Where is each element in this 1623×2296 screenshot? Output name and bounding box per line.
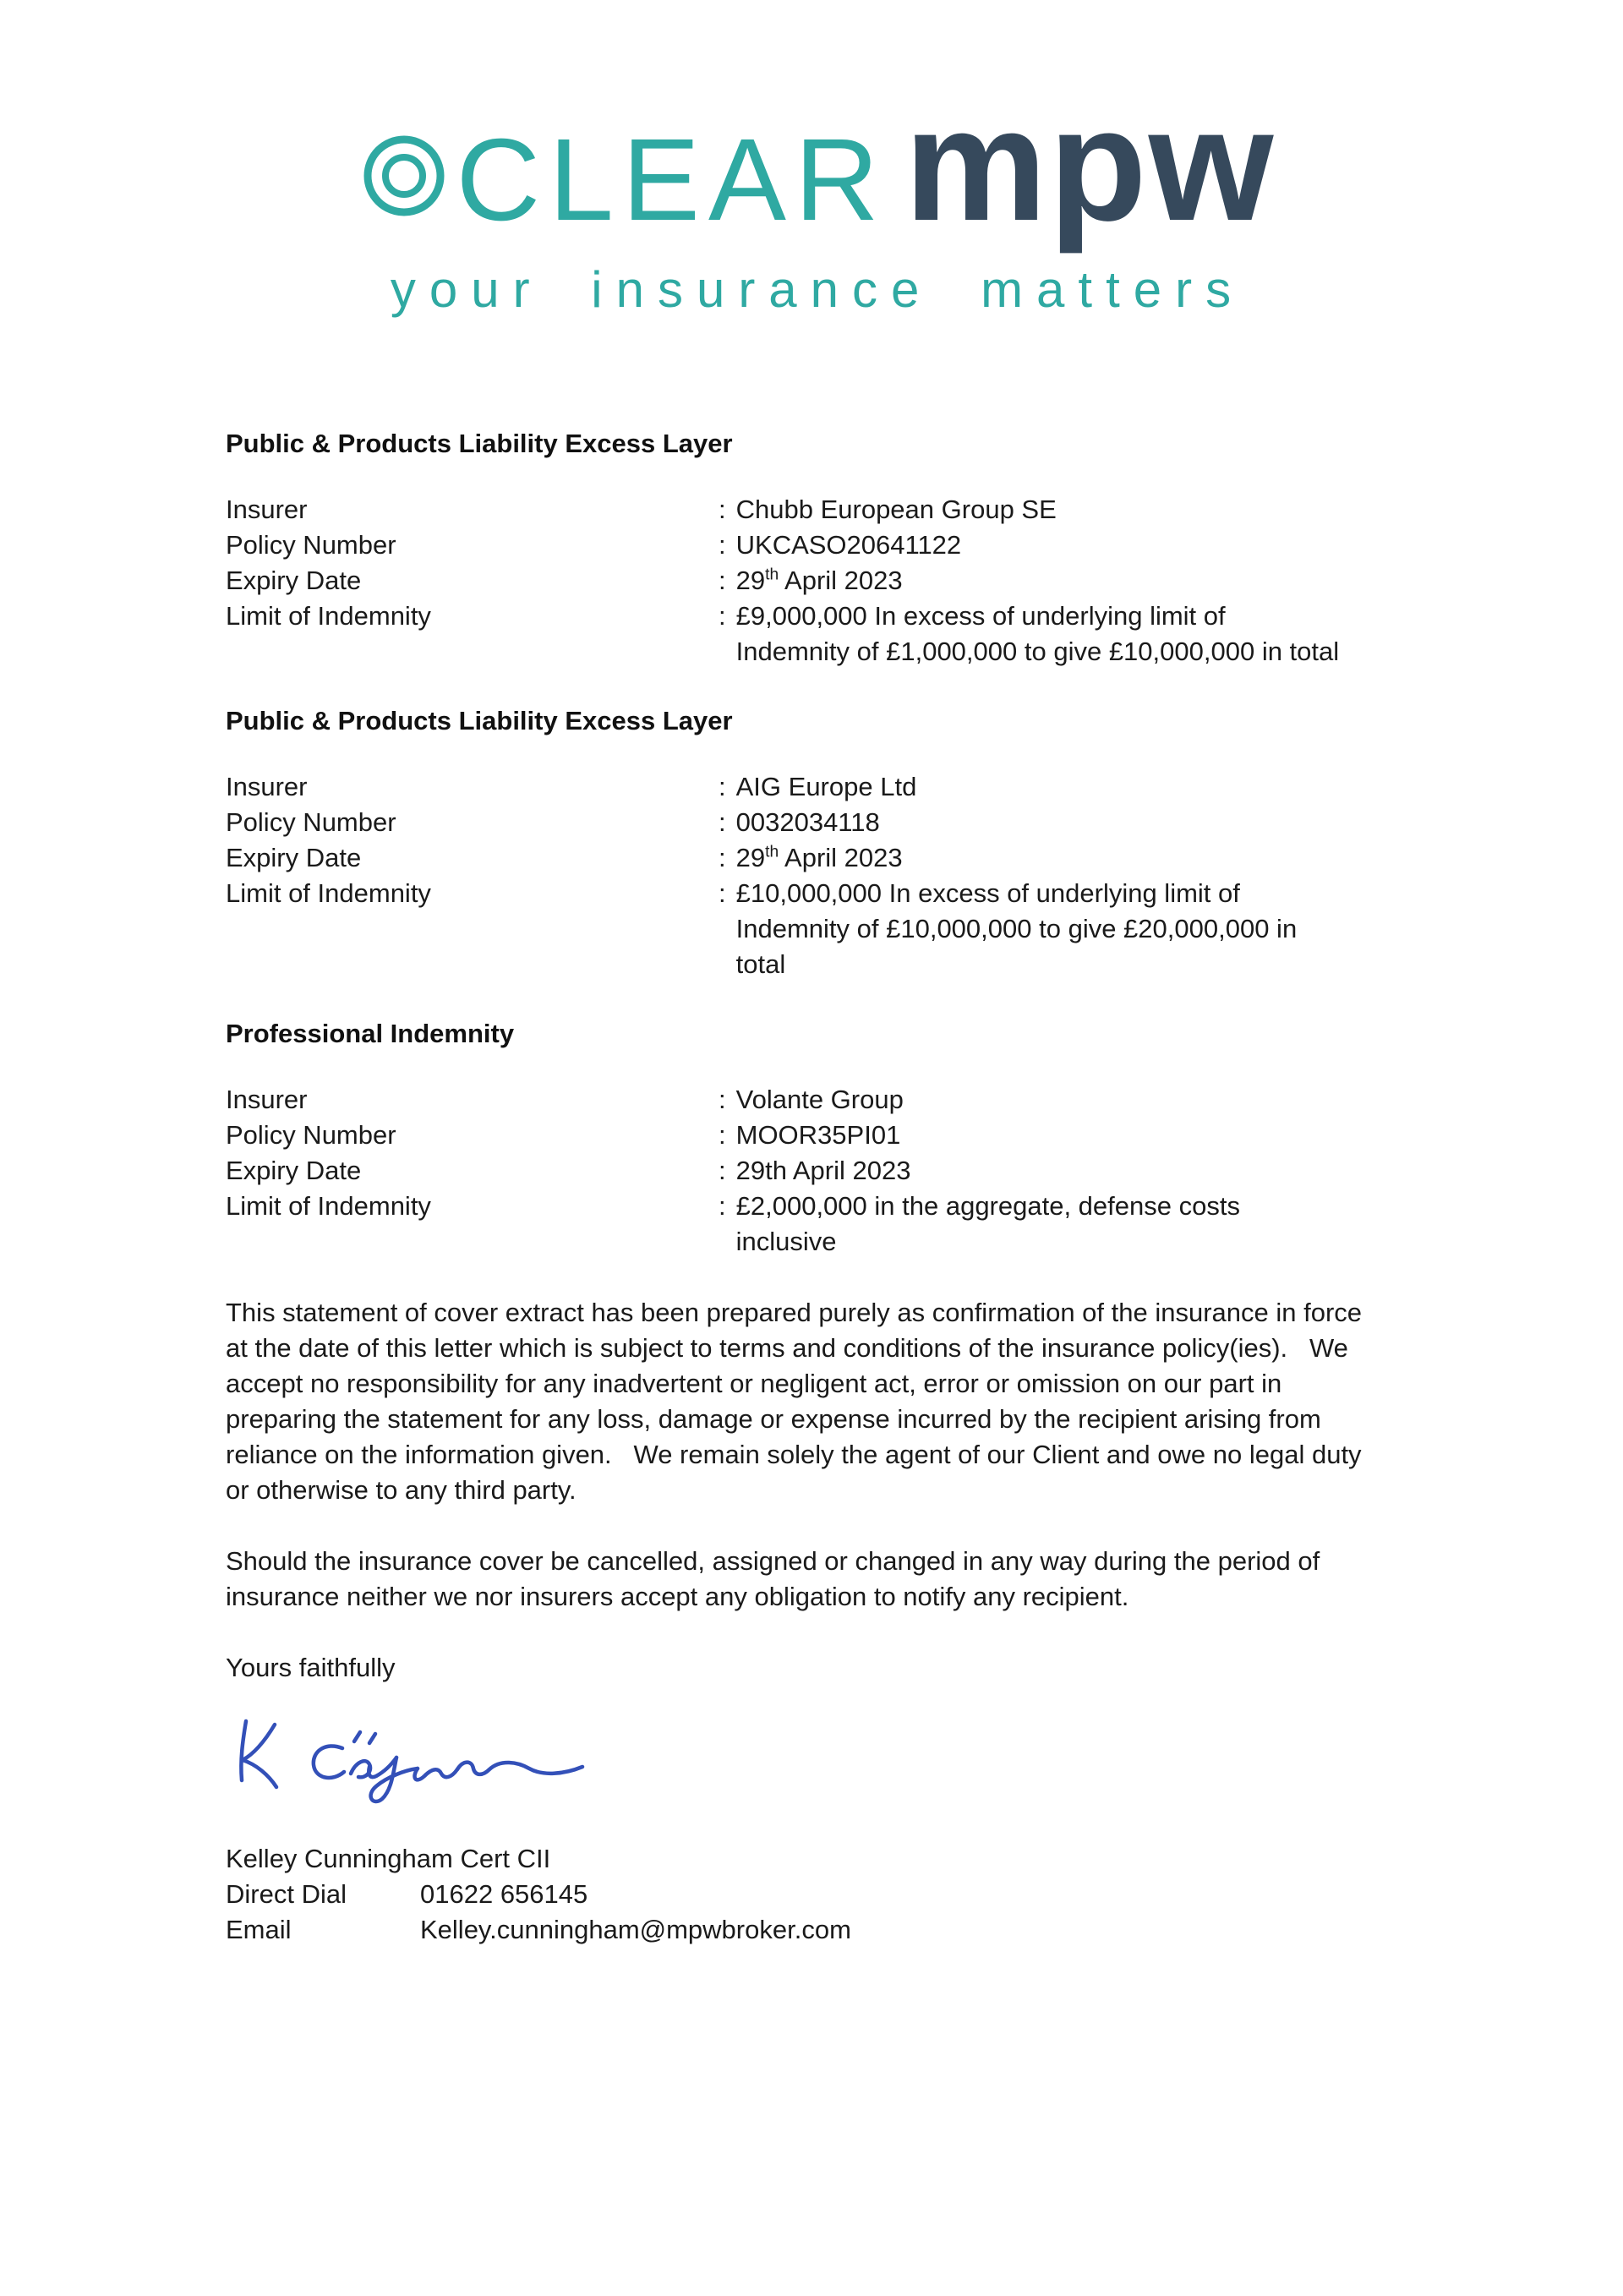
field-value bbox=[719, 769, 916, 805]
field-row-insurer bbox=[226, 1082, 1409, 1118]
logo-row bbox=[226, 75, 1409, 254]
separator-colon: : bbox=[719, 495, 726, 524]
field-value bbox=[719, 1118, 900, 1153]
field-value-text: £9,000,000 In excess of underlying limit of Indemnity of £1,000,000 to give £10,000,000 in total bbox=[735, 601, 1340, 666]
field-value bbox=[719, 1189, 1345, 1260]
field-value bbox=[719, 876, 1345, 982]
field-value bbox=[719, 563, 903, 599]
policy-section-1 bbox=[226, 426, 1409, 670]
field-label: Insurer bbox=[226, 1085, 308, 1114]
field-row-expiry-date bbox=[226, 1153, 1409, 1189]
field-row-insurer bbox=[226, 492, 1409, 528]
field-value bbox=[719, 840, 903, 876]
field-value-text bbox=[736, 840, 903, 876]
separator-colon: : bbox=[719, 1120, 726, 1150]
logo-block bbox=[226, 75, 1409, 318]
field-value bbox=[719, 599, 1345, 670]
field-row-expiry-date bbox=[226, 563, 1409, 599]
field-value bbox=[719, 1153, 910, 1189]
separator-colon: : bbox=[719, 566, 726, 595]
field-label: Insurer bbox=[226, 772, 308, 801]
disclaimer-paragraph: This statement of cover extract has been prepared purely as confirmation of the insurance in force at the date of this letter which is subject to terms and conditions of the insurance policy(ies). We accept no responsibility for any inadvertent or negligent act, error or omission on our part in preparing the statement for any loss, damage or expense incurred by the recipient arising from reliance on the information given. We remain solely the agent of our Client and owe no legal duty or otherwise to any third party. bbox=[226, 1298, 1369, 1505]
expiry-rest: April 2023 bbox=[779, 566, 903, 595]
separator-colon: : bbox=[719, 1156, 726, 1185]
separator-colon: : bbox=[719, 1191, 726, 1221]
separator-colon: : bbox=[719, 530, 726, 560]
field-value-text: 29th April 2023 bbox=[735, 1156, 911, 1185]
expiry-day: 29 bbox=[735, 566, 766, 595]
brand-mpw: mpw bbox=[904, 75, 1276, 254]
field-label: Insurer bbox=[226, 495, 308, 524]
field-row-expiry-date bbox=[226, 840, 1409, 876]
field-value-text: UKCASO20641122 bbox=[735, 530, 962, 560]
field-value-text: £2,000,000 in the aggregate, defense costs inclusive bbox=[735, 1191, 1240, 1256]
field-row-limit bbox=[226, 876, 1409, 982]
signature-block bbox=[232, 1708, 1409, 1809]
expiry-day: 29 bbox=[735, 843, 766, 872]
field-label: Limit of Indemnity bbox=[226, 878, 431, 908]
field-label: Limit of Indemnity bbox=[226, 601, 431, 631]
section-heading: Public & Products Liability Excess Layer bbox=[226, 429, 733, 458]
separator-colon: : bbox=[719, 772, 726, 801]
field-value-text: 0032034118 bbox=[735, 807, 880, 837]
email-address: Kelley.cunningham@mpwbroker.com bbox=[420, 1915, 851, 1944]
field-row-policy-number bbox=[226, 805, 1409, 840]
closing-salutation: Yours faithfully bbox=[226, 1653, 396, 1682]
field-value-text: MOOR35PI01 bbox=[735, 1120, 901, 1150]
separator-colon: : bbox=[719, 1085, 726, 1114]
handwritten-signature-image bbox=[232, 1708, 604, 1807]
section-heading: Professional Indemnity bbox=[226, 1019, 515, 1048]
field-row-limit bbox=[226, 599, 1409, 670]
field-label: Expiry Date bbox=[226, 566, 362, 595]
field-label: Limit of Indemnity bbox=[226, 1191, 431, 1221]
separator-colon: : bbox=[719, 807, 726, 837]
policy-section-3 bbox=[226, 1016, 1409, 1260]
cancellation-paragraph: Should the insurance cover be cancelled, assigned or changed in any way during the period of insurance neither we nor insurers accept any obligation to notify any recipient. bbox=[226, 1546, 1327, 1611]
field-label: Expiry Date bbox=[226, 843, 362, 872]
field-row-insurer bbox=[226, 769, 1409, 805]
separator-colon: : bbox=[719, 601, 726, 631]
field-value bbox=[719, 492, 1057, 528]
letter-content bbox=[226, 426, 1409, 1948]
separator-colon: : bbox=[719, 878, 726, 908]
contact-label: Email bbox=[226, 1915, 292, 1944]
field-row-limit bbox=[226, 1189, 1409, 1260]
signer-name: Kelley Cunningham Cert CII bbox=[226, 1844, 551, 1873]
expiry-rest: April 2023 bbox=[779, 843, 903, 872]
field-value-text: AIG Europe Ltd bbox=[735, 772, 917, 801]
contact-row-email bbox=[226, 1912, 1409, 1948]
field-value-text bbox=[736, 563, 903, 599]
separator-colon: : bbox=[719, 843, 726, 872]
field-row-policy-number bbox=[226, 528, 1409, 563]
brand-tagline: your insurance matters bbox=[390, 261, 1245, 318]
phone-number: 01622 656145 bbox=[420, 1879, 588, 1909]
field-value-text: Chubb European Group SE bbox=[735, 495, 1057, 524]
contact-block bbox=[226, 1841, 1409, 1948]
field-label: Policy Number bbox=[226, 1120, 396, 1150]
field-value bbox=[719, 1082, 904, 1118]
field-value bbox=[719, 528, 961, 563]
expiry-ordinal: th bbox=[765, 566, 779, 584]
field-value-text: Volante Group bbox=[735, 1085, 904, 1114]
expiry-ordinal: th bbox=[765, 843, 779, 861]
field-value bbox=[719, 805, 880, 840]
section-heading: Public & Products Liability Excess Layer bbox=[226, 706, 733, 735]
contact-label: Direct Dial bbox=[226, 1879, 347, 1909]
brand-clear: CLEAR bbox=[456, 115, 888, 245]
field-value-text: £10,000,000 In excess of underlying limit of Indemnity of £10,000,000 to give £20,000,000 in total bbox=[735, 878, 1298, 979]
field-label: Policy Number bbox=[226, 807, 396, 837]
field-label: Policy Number bbox=[226, 530, 396, 560]
field-row-policy-number bbox=[226, 1118, 1409, 1153]
swirl-icon bbox=[360, 132, 448, 220]
policy-section-2 bbox=[226, 703, 1409, 982]
field-label: Expiry Date bbox=[226, 1156, 362, 1185]
contact-row-direct-dial bbox=[226, 1877, 1409, 1912]
